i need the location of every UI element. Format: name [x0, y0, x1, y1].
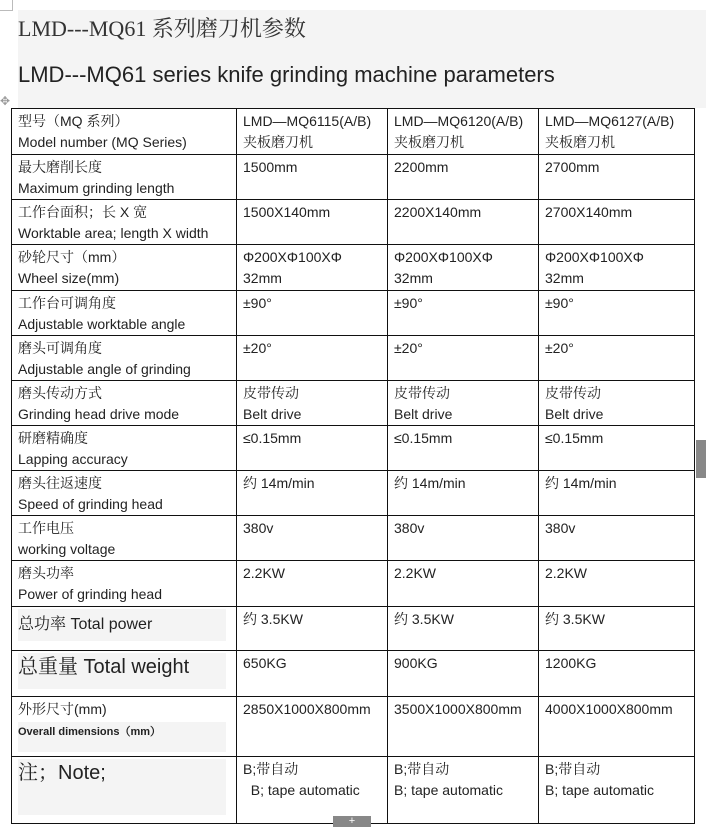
value-line: 32mm: [394, 270, 433, 286]
value-line: 32mm: [243, 270, 282, 286]
row-label: [12, 757, 237, 824]
value-cell: [388, 757, 539, 824]
value-cell: [388, 607, 539, 651]
value-cell: [388, 291, 539, 336]
value-cell: [237, 607, 388, 651]
value-cell: [237, 516, 388, 561]
value-cell: [237, 291, 388, 336]
label-line: Grinding head drive mode: [18, 406, 180, 422]
row-label: [12, 200, 237, 245]
table-row: [12, 757, 695, 824]
value-line: 380v: [243, 520, 274, 536]
value-cell: [388, 561, 539, 607]
value-line: ±90°: [394, 295, 423, 311]
value-line: Belt drive: [243, 406, 302, 422]
value-line: 32mm: [545, 270, 584, 286]
value-cell: [539, 291, 695, 336]
label-line: 注；Note;: [18, 759, 226, 815]
label-line: Worktable area; length X width: [18, 225, 209, 241]
table-row: [12, 651, 695, 697]
value-cell: [388, 336, 539, 381]
table-move-handle-icon[interactable]: ✥: [0, 94, 11, 108]
value-line: B;带自动: [545, 761, 601, 777]
value-line: LMD—MQ6120(A/B): [394, 113, 524, 129]
value-line: ±20°: [243, 340, 272, 356]
label-line: working voltage: [18, 541, 116, 557]
value-cell: [237, 757, 388, 824]
value-line: 2200X140mm: [394, 204, 482, 220]
value-line: 1500X140mm: [243, 204, 331, 220]
value-cell: [237, 426, 388, 471]
value-cell: [539, 516, 695, 561]
value-cell: [388, 697, 539, 757]
value-line: Belt drive: [394, 406, 453, 422]
row-label: [12, 245, 237, 291]
label-line: 砂轮尺寸（mm）: [18, 249, 126, 265]
label-line: Wheel size(mm): [18, 270, 120, 286]
value-line: 2850X1000X800mm: [243, 701, 371, 717]
label-line: 磨头往返速度: [18, 475, 102, 491]
value-cell: [539, 607, 695, 651]
value-cell: [539, 697, 695, 757]
row-label: [12, 651, 237, 697]
value-cell: [388, 651, 539, 697]
value-line: Φ200XΦ100XΦ: [545, 249, 644, 265]
label-line: Maximum grinding length: [18, 180, 175, 196]
row-label: [12, 561, 237, 607]
value-cell: [539, 245, 695, 291]
value-line: 2200mm: [394, 159, 449, 175]
label-line: Overall dimensions（mm）: [18, 722, 226, 752]
value-line: ±90°: [545, 295, 574, 311]
corner-marker: [0, 0, 13, 11]
table-row: [12, 561, 695, 607]
value-line: 650KG: [243, 655, 287, 671]
label-line: Speed of grinding head: [18, 496, 163, 512]
value-line: 380v: [394, 520, 425, 536]
label-line: 工作台面积；长 X 宽: [18, 204, 148, 220]
value-cell: [237, 561, 388, 607]
value-line: 约 3.5KW: [545, 611, 605, 627]
add-row-button[interactable]: +: [333, 816, 371, 827]
value-cell: [539, 471, 695, 516]
right-expand-handle[interactable]: [696, 440, 706, 478]
table-row: [12, 516, 695, 561]
label-line: Power of grinding head: [18, 586, 162, 602]
value-line: 皮带传动: [545, 385, 601, 401]
label-line: 工作台可调角度: [18, 295, 116, 311]
value-cell: [539, 109, 695, 155]
value-cell: [388, 516, 539, 561]
value-line: 1500mm: [243, 159, 298, 175]
value-line: 380v: [545, 520, 576, 536]
row-label: [12, 155, 237, 200]
value-line: B; tape automatic: [394, 782, 503, 798]
row-label: [12, 516, 237, 561]
value-line: LMD—MQ6127(A/B): [545, 113, 675, 129]
table-row: [12, 607, 695, 651]
label-line: 总功率 Total power: [18, 609, 226, 641]
label-line: Lapping accuracy: [18, 451, 128, 467]
table-row: [12, 200, 695, 245]
title-english: LMD---MQ61 series knife grinding machine parameters: [18, 62, 555, 87]
row-label: [12, 426, 237, 471]
value-line: 2.2KW: [243, 565, 286, 581]
label-line: Model number (MQ Series): [18, 134, 187, 150]
table-row: [12, 109, 695, 155]
value-line: 900KG: [394, 655, 438, 671]
value-cell: [237, 155, 388, 200]
value-line: B; tape automatic: [243, 782, 360, 798]
value-line: ±90°: [243, 295, 272, 311]
value-cell: [388, 381, 539, 426]
value-line: 夹板磨刀机: [394, 134, 464, 150]
value-line: 3500X1000X800mm: [394, 701, 522, 717]
label-line: 磨头传动方式: [18, 385, 102, 401]
label-line: 外形尺寸(mm): [18, 701, 107, 717]
row-label: [12, 697, 237, 757]
row-label: [12, 291, 237, 336]
value-cell: [388, 109, 539, 155]
value-line: B;带自动: [243, 761, 299, 777]
value-cell: [539, 651, 695, 697]
table-row: [12, 155, 695, 200]
value-cell: [539, 200, 695, 245]
table-row: [12, 381, 695, 426]
value-line: B;带自动: [394, 761, 450, 777]
label-line: 总重量 Total weight: [18, 653, 226, 689]
value-cell: [237, 200, 388, 245]
value-line: 2700X140mm: [545, 204, 633, 220]
label-line: Adjustable worktable angle: [18, 316, 186, 332]
value-line: Φ200XΦ100XΦ: [243, 249, 342, 265]
value-line: 约 14m/min: [394, 475, 466, 491]
value-line: 约 14m/min: [545, 475, 617, 491]
row-label: [12, 336, 237, 381]
value-line: Φ200XΦ100XΦ: [394, 249, 493, 265]
table-row: [12, 245, 695, 291]
value-line: 2.2KW: [394, 565, 437, 581]
value-line: 约 3.5KW: [394, 611, 454, 627]
value-cell: [237, 109, 388, 155]
value-line: B; tape automatic: [545, 782, 654, 798]
value-line: 4000X1000X800mm: [545, 701, 673, 717]
value-cell: [539, 561, 695, 607]
value-line: 皮带传动: [243, 385, 299, 401]
value-cell: [539, 381, 695, 426]
value-cell: [388, 200, 539, 245]
value-line: 2.2KW: [545, 565, 588, 581]
value-line: Belt drive: [545, 406, 604, 422]
value-line: ±20°: [545, 340, 574, 356]
label-line: 型号（MQ 系列）: [18, 113, 129, 129]
label-line: 工作电压: [18, 520, 74, 536]
value-line: 约 3.5KW: [243, 611, 303, 627]
value-cell: [237, 471, 388, 516]
value-cell: [237, 245, 388, 291]
table-row: [12, 336, 695, 381]
value-line: 夹板磨刀机: [243, 134, 313, 150]
table-row: [12, 426, 695, 471]
value-line: 夹板磨刀机: [545, 134, 615, 150]
row-label: [12, 109, 237, 155]
value-cell: [388, 471, 539, 516]
value-line: 1200KG: [545, 655, 597, 671]
value-cell: [539, 426, 695, 471]
value-line: ≤0.15mm: [394, 430, 453, 446]
row-label: [12, 381, 237, 426]
table-row: [12, 291, 695, 336]
row-label: [12, 471, 237, 516]
table-row: [12, 471, 695, 516]
value-cell: [237, 651, 388, 697]
value-line: ±20°: [394, 340, 423, 356]
value-line: ≤0.15mm: [545, 430, 604, 446]
value-line: ≤0.15mm: [243, 430, 302, 446]
row-label: [12, 607, 237, 651]
label-line: 磨头可调角度: [18, 340, 102, 356]
label-line: 最大磨削长度: [18, 159, 102, 175]
label-line: 研磨精确度: [18, 430, 88, 446]
value-line: LMD—MQ6115(A/B): [243, 113, 372, 129]
value-line: 约 14m/min: [243, 475, 315, 491]
value-line: 2700mm: [545, 159, 600, 175]
value-line: 皮带传动: [394, 385, 450, 401]
table-row: [12, 697, 695, 757]
value-cell: [237, 697, 388, 757]
value-cell: [237, 336, 388, 381]
value-cell: [388, 155, 539, 200]
title-chinese: LMD---MQ61 系列磨刀机参数: [18, 16, 306, 41]
value-cell: [237, 381, 388, 426]
value-cell: [539, 155, 695, 200]
value-cell: [388, 426, 539, 471]
value-cell: [539, 336, 695, 381]
label-line: Adjustable angle of grinding: [18, 361, 191, 377]
value-cell: [388, 245, 539, 291]
label-line: 磨头功率: [18, 565, 74, 581]
parameters-table: [11, 108, 695, 824]
value-cell: [539, 757, 695, 824]
